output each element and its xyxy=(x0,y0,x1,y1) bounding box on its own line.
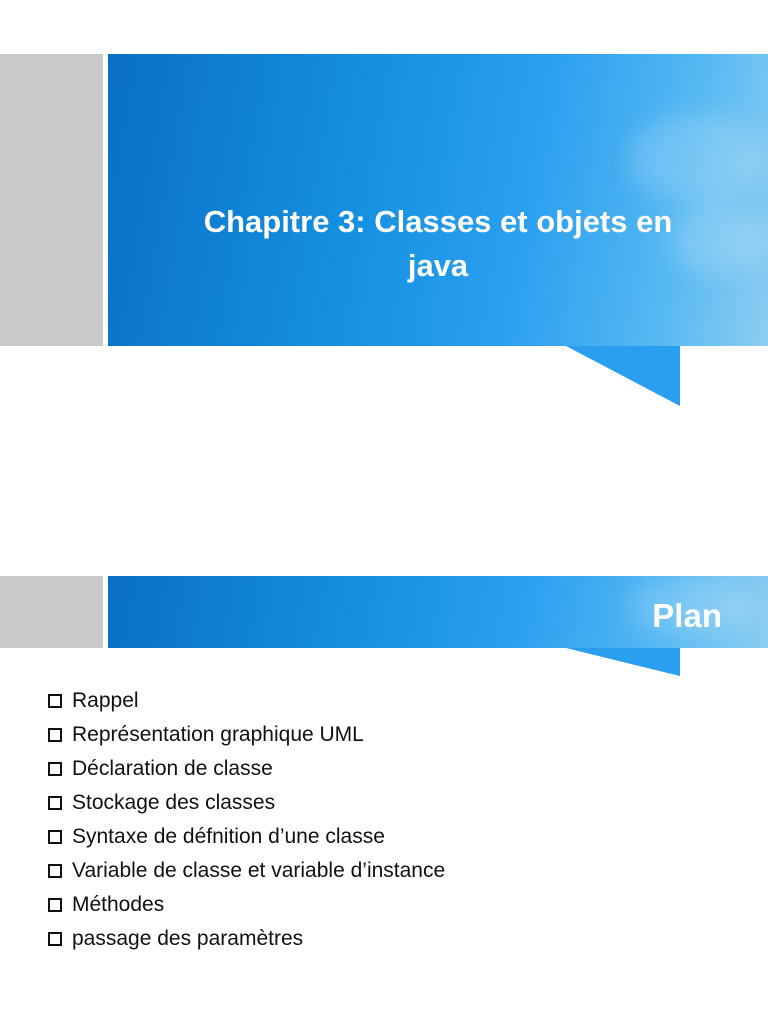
list-item xyxy=(48,752,445,786)
checkbox-square-icon xyxy=(48,694,62,708)
slide-1-callout-tail xyxy=(566,346,680,406)
slide-1-title xyxy=(108,200,768,288)
slide-1-title-line-1: Chapitre 3: Classes et objets en xyxy=(203,204,673,239)
list-item xyxy=(48,888,445,922)
checkbox-square-icon xyxy=(48,762,62,776)
list-item-label: Rappel xyxy=(72,689,139,712)
plan-title: Plan xyxy=(652,597,722,634)
list-item-label: Syntaxe de défnition d’une classe xyxy=(72,825,385,848)
list-item xyxy=(48,922,445,956)
list-item-label: Représentation graphique UML xyxy=(72,723,364,746)
slide-1-title-line-2: java xyxy=(407,248,469,283)
slide-2-callout-tail xyxy=(566,648,680,676)
list-item-label: Déclaration de classe xyxy=(72,757,273,780)
list-item xyxy=(48,854,445,888)
slide-1-gray-bar xyxy=(0,54,103,346)
checkbox-square-icon xyxy=(48,728,62,742)
checkbox-square-icon xyxy=(48,898,62,912)
checkbox-square-icon xyxy=(48,864,62,878)
slide-2-gray-bar xyxy=(0,576,103,648)
list-item-label: Stockage des classes xyxy=(72,791,276,814)
checkbox-square-icon xyxy=(48,830,62,844)
list-item xyxy=(48,718,445,752)
list-item xyxy=(48,684,445,718)
checkbox-square-icon xyxy=(48,796,62,810)
list-item xyxy=(48,820,445,854)
list-item-label: Variable de classe et variable d’instance xyxy=(72,859,446,882)
list-item xyxy=(48,786,445,820)
plan-list xyxy=(48,684,445,956)
list-item-label: passage des paramètres xyxy=(72,927,304,950)
list-item-label: Méthodes xyxy=(72,893,165,916)
checkbox-square-icon xyxy=(48,932,62,946)
